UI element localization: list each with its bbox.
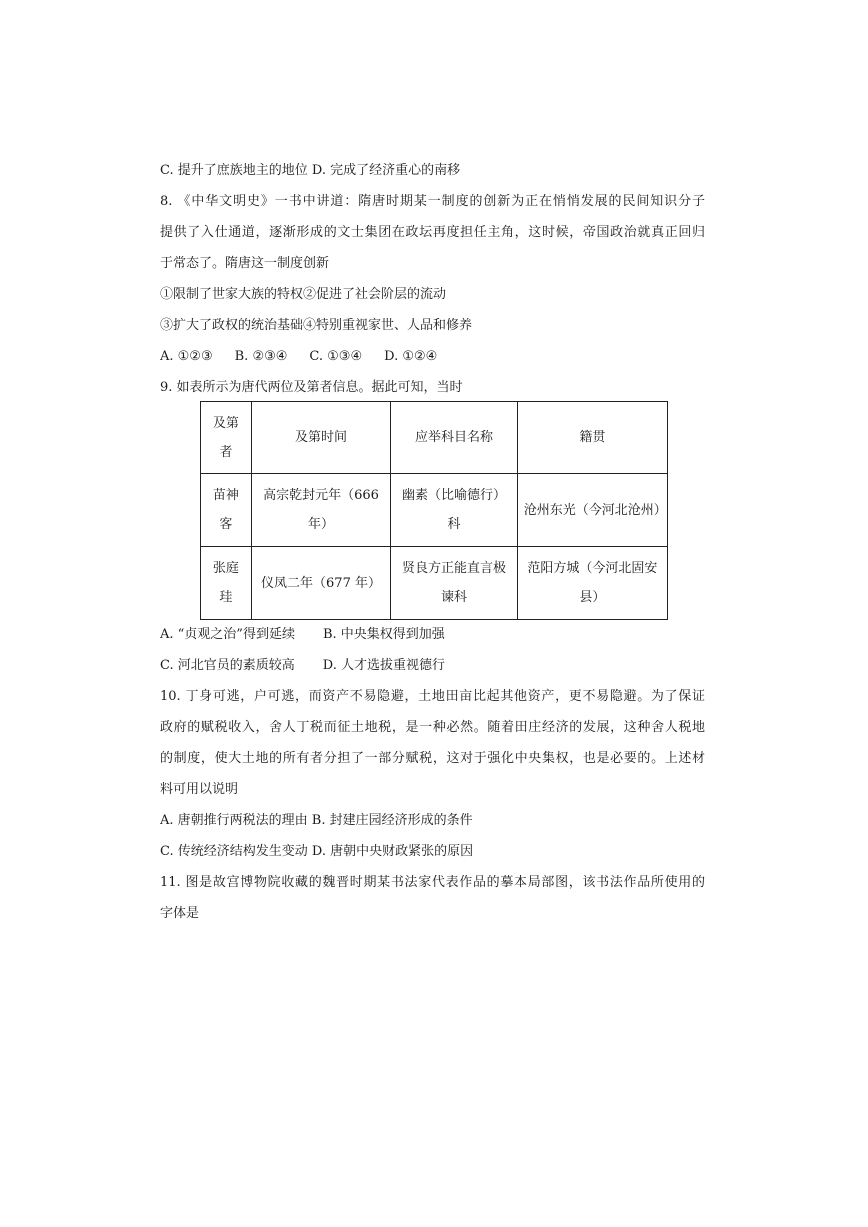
q8-stem-line-2: 提供了入仕通道，逐渐形成的文士集团在政坛再度担任主角，这时候，帝国政治就真正回归 xyxy=(160,225,705,240)
q8-option-a: A. ①②③ xyxy=(160,349,213,364)
q10-stem-line-3: 的制度，使大土地的所有者分担了一部分赋税，这对于强化中央集权，也是必要的。上述材 xyxy=(160,751,705,766)
q8-item-line-1: ①限制了世家大族的特权②促进了社会阶层的流动 xyxy=(160,287,447,302)
table-header-cell: 应举科目名称 xyxy=(391,402,517,474)
table-header-cell: 籍贯 xyxy=(517,402,667,474)
q8-stem-line-1: 8. 《中华文明史》一书中讲道：隋唐时期某一制度的创新为正在悄悄发展的民间知识分子 xyxy=(160,194,705,209)
q7-options-cd: C. 提升了庶族地主的地位 D. 完成了经济重心的南移 xyxy=(160,163,461,178)
q9-info-table xyxy=(200,401,668,620)
q10-options-cd: C. 传统经济结构发生变动 D. 唐朝中央财政紧张的原因 xyxy=(160,844,474,859)
table-cell: 张庭珪 xyxy=(201,547,252,620)
q11-stem-line-2: 字体是 xyxy=(160,906,200,921)
q9-option-a: A. “贞观之治”得到延续 xyxy=(160,627,295,642)
q8-option-b: B. ②③④ xyxy=(234,349,288,364)
q8-item-line-2: ③扩大了政权的统治基础④特别重视家世、人品和修养 xyxy=(160,318,473,333)
lower-text-block xyxy=(160,619,705,929)
table-cell: 贤良方正能直言极谏科 xyxy=(391,547,517,620)
table-row xyxy=(201,474,668,547)
q9-stem: 9. 如表所示为唐代两位及第者信息。据此可知，当时 xyxy=(160,380,463,395)
table-cell: 范阳方城（今河北固安县） xyxy=(517,547,667,620)
upper-text-block xyxy=(160,155,705,403)
table-cell: 高宗乾封元年（666年） xyxy=(251,474,390,547)
q9-options-ab xyxy=(160,619,705,650)
table-cell: 仪凤二年（677 年） xyxy=(251,547,390,620)
table-header-cell: 及第者 xyxy=(201,402,252,474)
q9-option-c: C. 河北官员的素质较高 xyxy=(160,658,295,673)
q9-option-d: D. 人才选拔重视德行 xyxy=(322,658,445,673)
table-header-cell: 及第时间 xyxy=(251,402,390,474)
q10-stem-line-2: 政府的赋税收入，舍人丁税而征土地税，是一种必然。随着田庄经济的发展，这种舍人税地 xyxy=(160,720,705,735)
table-cell: 幽素（比喻德行）科 xyxy=(391,474,517,547)
q10-options-ab: A. 唐朝推行两税法的理由 B. 封建庄园经济形成的条件 xyxy=(160,813,473,828)
table-row xyxy=(201,547,668,620)
q9-options-cd xyxy=(160,650,705,681)
q8-option-d: D. ①②④ xyxy=(384,349,438,364)
q8-option-c: C. ①③④ xyxy=(309,349,363,364)
q8-stem-line-3: 于常态了。隋唐这一制度创新 xyxy=(160,256,330,271)
q10-stem-line-4: 料可用以说明 xyxy=(160,782,239,797)
q8-options xyxy=(160,341,705,372)
table-header-row xyxy=(201,402,668,474)
q11-stem-line-1: 11. 图是故宫博物院收藏的魏晋时期某书法家代表作品的摹本局部图，该书法作品所使用的 xyxy=(160,875,705,890)
q9-option-b: B. 中央集权得到加强 xyxy=(322,627,445,642)
q10-stem-line-1: 10. 丁身可逃，户可逃，而资产不易隐避，土地田亩比起其他资产，更不易隐避。为了保证 xyxy=(160,689,705,704)
table-cell: 沧州东光（今河北沧州） xyxy=(517,474,667,547)
table-cell: 苗神客 xyxy=(201,474,252,547)
